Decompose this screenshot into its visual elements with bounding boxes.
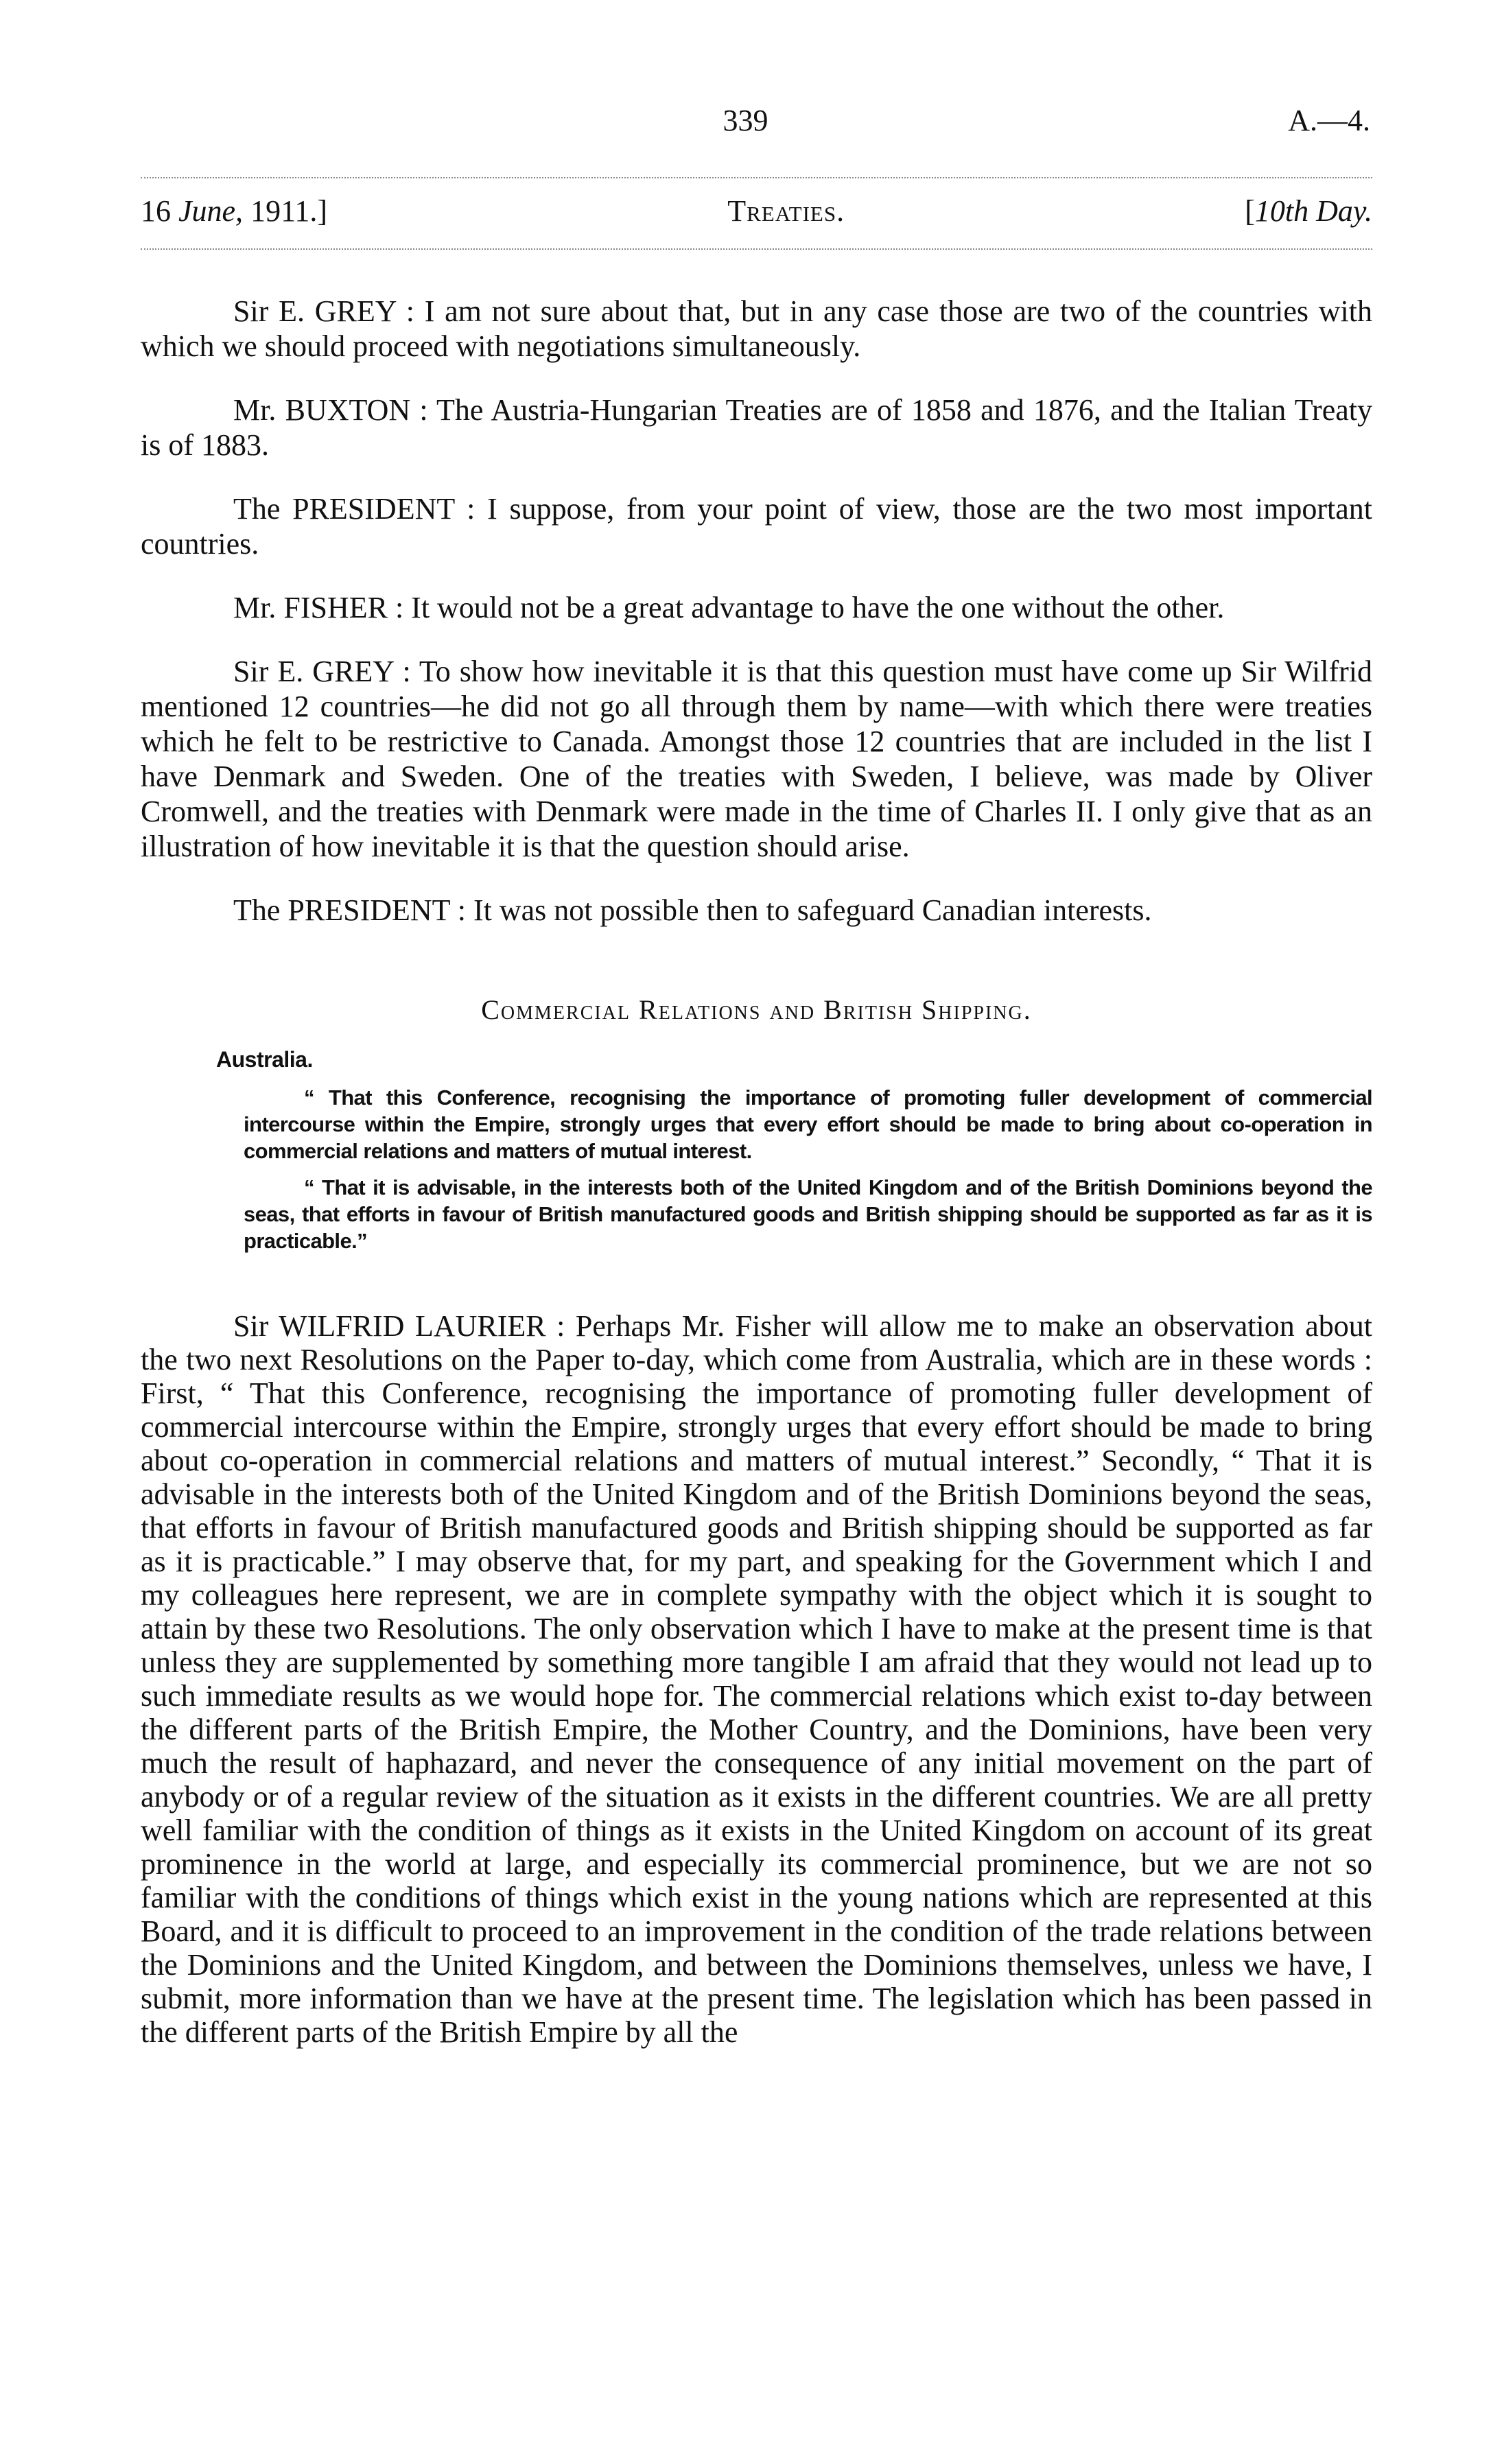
paragraph: Mr. FISHER : It would not be a great advantage to have the one without the other. bbox=[233, 591, 1225, 624]
header-rule-top bbox=[141, 177, 1372, 178]
resolution-source: Australia. bbox=[216, 1047, 313, 1072]
running-header bbox=[141, 193, 1372, 228]
page-number: 339 bbox=[723, 104, 768, 137]
day-label: 10th Day. bbox=[1254, 194, 1372, 228]
date-year: 1911.] bbox=[243, 194, 328, 228]
header-rule-bottom bbox=[141, 248, 1372, 250]
paragraph: Mr. BUXTON : The Austria-Hungarian Treaties are of 1858 and 1876, and the Italian Treaty is of 1883. bbox=[141, 393, 1372, 462]
paragraph-laurier: Sir WILFRID LAURIER : Perhaps Mr. Fisher will allow me to make an observation about the two next Resolutions on the Paper to-day, which come from Australia, which are in these words : First, “ That this Conference, recognising the importance of promoting fuller development of commercial intercourse within the Empire, strongly urges that every effort should be made to bring about co-operation in commercial relations and matters of mutual interest.” Secondly, “ That it is advisable in the interests both of the United Kingdom and of the British Dominions beyond the seas, that efforts in favour of British manufactured goods and British shipping should be supported as far as it is practicable.” I may observe that, for my part, and speaking for the Government which I and my colleagues here represent, we are in complete sympathy with the object which it is sought to attain by these two Resolutions. The only observation which I have to make at the present time is that unless they are supplemented by something more tangible I am afraid that they would not lead up to such immediate results as we would hope for. The commercial relations which exist to-day between the different parts of the British Empire, the Mother Country, and the Dominions, have been very much the result of haphazard, and never the consequence of any initial movement on the part of anybody or of a regular review of the situation as it exists in the different countries. We are all pretty well familiar with the condition of things as it exists in the United Kingdom on account of its great prominence in the world at large, and especially its commercial prominence, but we are not so familiar with the conditions of things which exist in the young nations which are represented at this Board, and it is difficult to proceed to an improvement in the condition of the trade relations between the Dominions and the United Kingdom, and between the Dominions themselves, unless we have, I submit, more information than we have at the present time. The legislation which has been passed in the different parts of the British Empire by all the bbox=[141, 1309, 1372, 2049]
resolution: “ That this Conference, recognising the importance of promoting fuller development of commercial intercourse within the Empire, strongly urges that every effort should be made to bring about co-operation in commercial relations and matters of mutual interest. bbox=[244, 1086, 1372, 1163]
header-date bbox=[141, 193, 327, 228]
paragraph: Sir E. GREY : I am not sure about that, but in any case those are two of the countries with which we should proceed with negotiations simultaneously. bbox=[141, 294, 1372, 363]
date-month: June, bbox=[178, 194, 244, 228]
resolution: “ That it is advisable, in the interests both of the United Kingdom and of the British Dominions beyond the seas, that efforts in favour of British manufactured goods and British shipping should be supported as far as it is practicable.” bbox=[244, 1175, 1372, 1253]
date-day: 16 bbox=[141, 194, 178, 228]
paragraph: Sir E. GREY : To show how inevitable it is that this question must have come up Sir Wilfrid mentioned 12 countries—he did not go all through them by name—with which there were treaties which he felt to be restrictive to Canada. Amongst those 12 countries that are included in the list I have Denmark and Sweden. One of the treaties with Sweden, I believe, was made by Oliver Cromwell, and the treaties with Denmark were made in the time of Charles II. I only give that as an illustration of how inevitable it is that the question should arise. bbox=[141, 655, 1372, 863]
section-heading: Commercial Relations and British Shipping. bbox=[481, 994, 1032, 1025]
header-day bbox=[1245, 193, 1372, 228]
page-body bbox=[141, 294, 1372, 2078]
paragraph: The PRESIDENT : I suppose, from your point of view, those are the two most important countries. bbox=[141, 492, 1372, 561]
header-section: Treaties. bbox=[727, 194, 845, 228]
day-bracket: [ bbox=[1245, 194, 1255, 228]
paragraph: The PRESIDENT : It was not possible then to safeguard Canadian interests. bbox=[233, 893, 1152, 927]
document-reference: A.—4. bbox=[1288, 104, 1370, 137]
